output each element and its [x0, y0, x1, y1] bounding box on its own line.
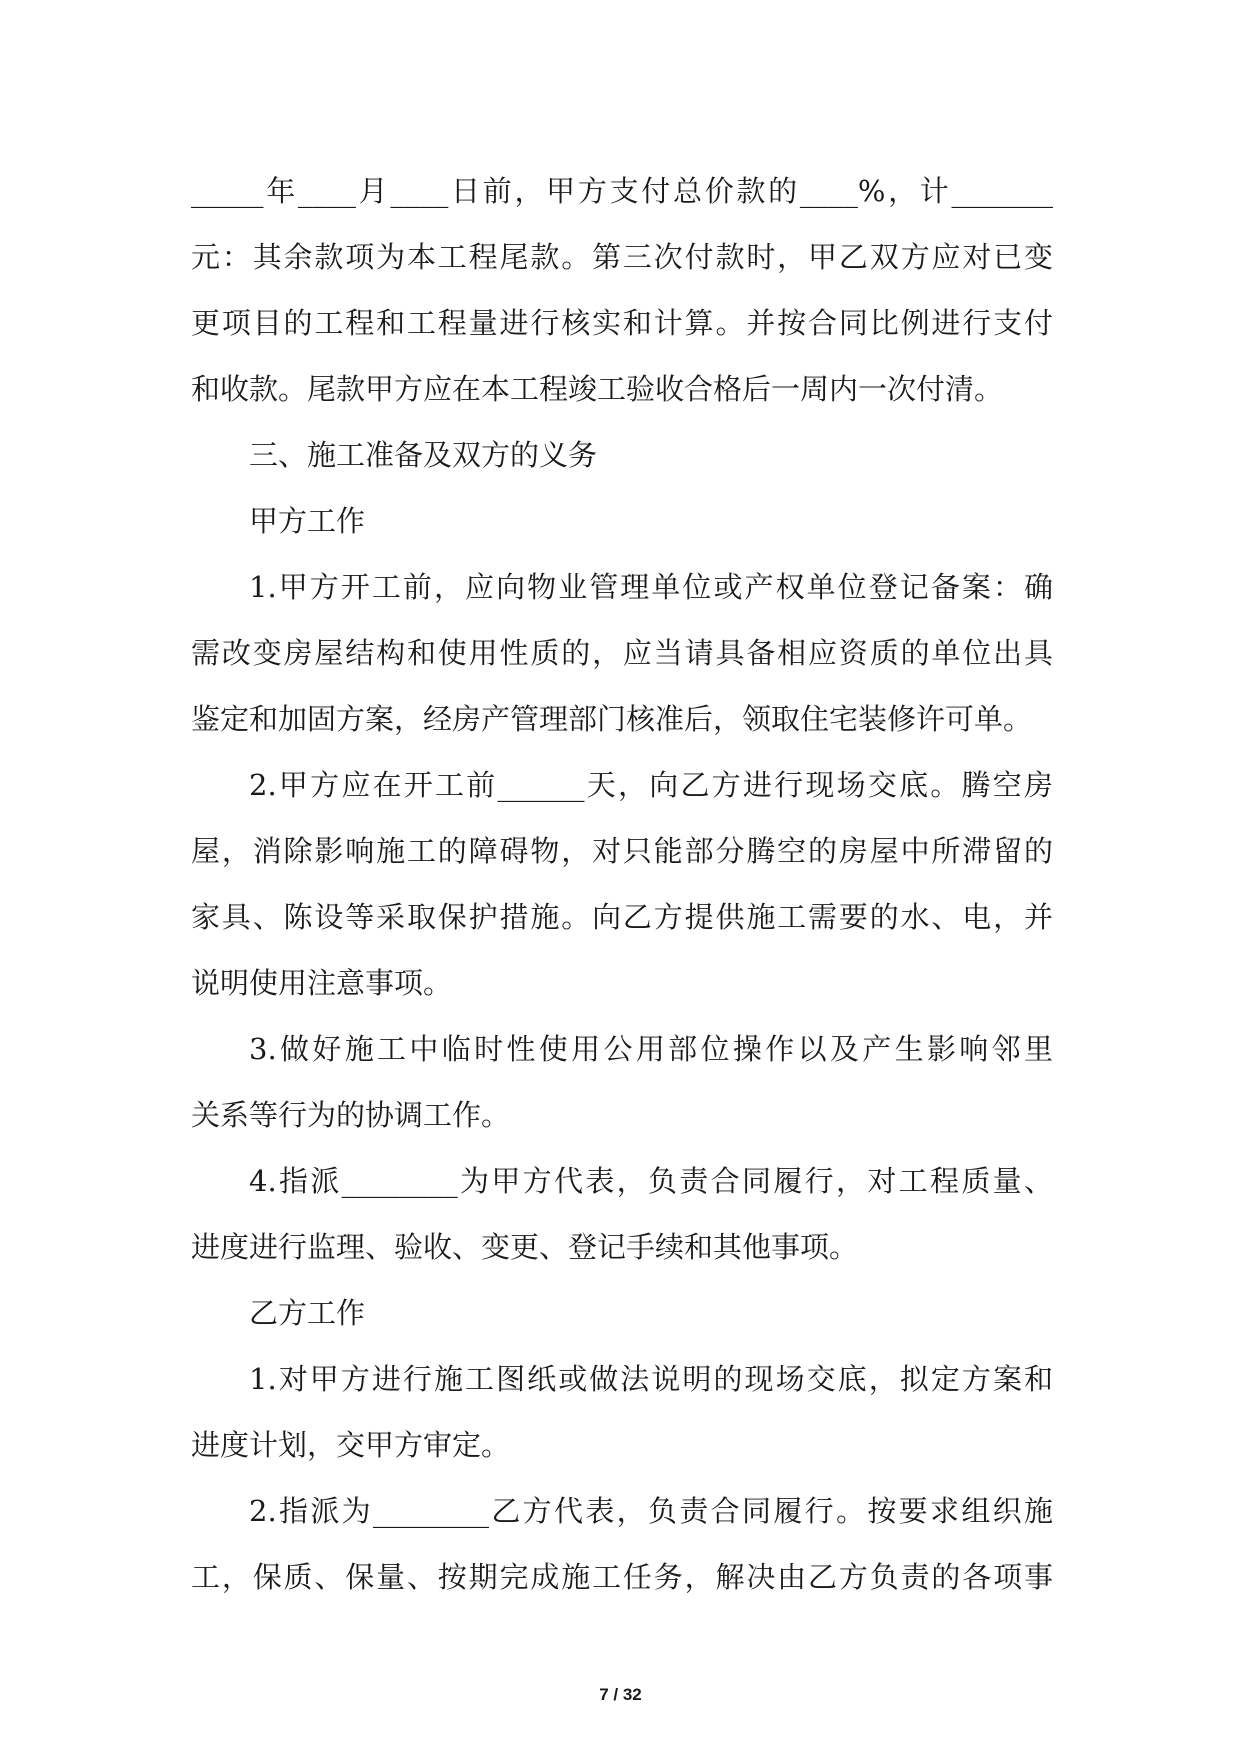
text-line: 1.对甲方进行施工图纸或做法说明的现场交底，拟定方案和	[249, 1362, 1053, 1396]
text-line: 说明使用注意事项。	[191, 966, 453, 1000]
text-line: 鉴定和加固方案，经房产管理部门核准后，领取住宅装修许可单。	[191, 702, 1033, 736]
text-line: 2.甲方应在开工前______天，向乙方进行现场交底。腾空房	[249, 768, 1053, 802]
text-line: 关系等行为的协调工作。	[191, 1098, 511, 1132]
text-line: 进度进行监理、验收、变更、登记手续和其他事项。	[191, 1230, 859, 1264]
text-line: 1.甲方开工前，应向物业管理单位或产权单位登记备案：确	[249, 570, 1053, 604]
text-line: 屋，消除影响施工的障碍物，对只能部分腾空的房屋中所滞留的	[191, 834, 1053, 868]
text-line: 需改变房屋结构和使用性质的，应当请具备相应资质的单位出具	[191, 636, 1053, 670]
text-line: 进度计划，交甲方审定。	[191, 1428, 511, 1462]
text-line: _____年____月____日前，甲方支付总价款的____%，计_______	[191, 174, 1053, 208]
text-line: 三、施工准备及双方的义务	[249, 438, 598, 472]
text-line: 2.指派为________乙方代表，负责合同履行。按要求组织施	[249, 1494, 1053, 1528]
text-line: 和收款。尾款甲方应在本工程竣工验收合格后一周内一次付清。	[191, 372, 1004, 406]
text-line: 甲方工作	[249, 504, 366, 538]
page-number: 7 / 32	[599, 1685, 642, 1704]
text-line: 4.指派________为甲方代表，负责合同履行，对工程质量、	[249, 1164, 1053, 1198]
text-line: 乙方工作	[249, 1296, 366, 1330]
document-body	[191, 158, 1053, 1610]
text-line: 更项目的工程和工程量进行核实和计算。并按合同比例进行支付	[191, 306, 1053, 340]
text-line: 家具、陈设等采取保护措施。向乙方提供施工需要的水、电，并	[191, 900, 1053, 934]
text-line: 工，保质、保量、按期完成施工任务，解决由乙方负责的各项事	[191, 1560, 1053, 1594]
text-line: 3.做好施工中临时性使用公用部位操作以及产生影响邻里	[249, 1032, 1053, 1066]
text-line: 元：其余款项为本工程尾款。第三次付款时，甲乙双方应对已变	[191, 240, 1053, 274]
